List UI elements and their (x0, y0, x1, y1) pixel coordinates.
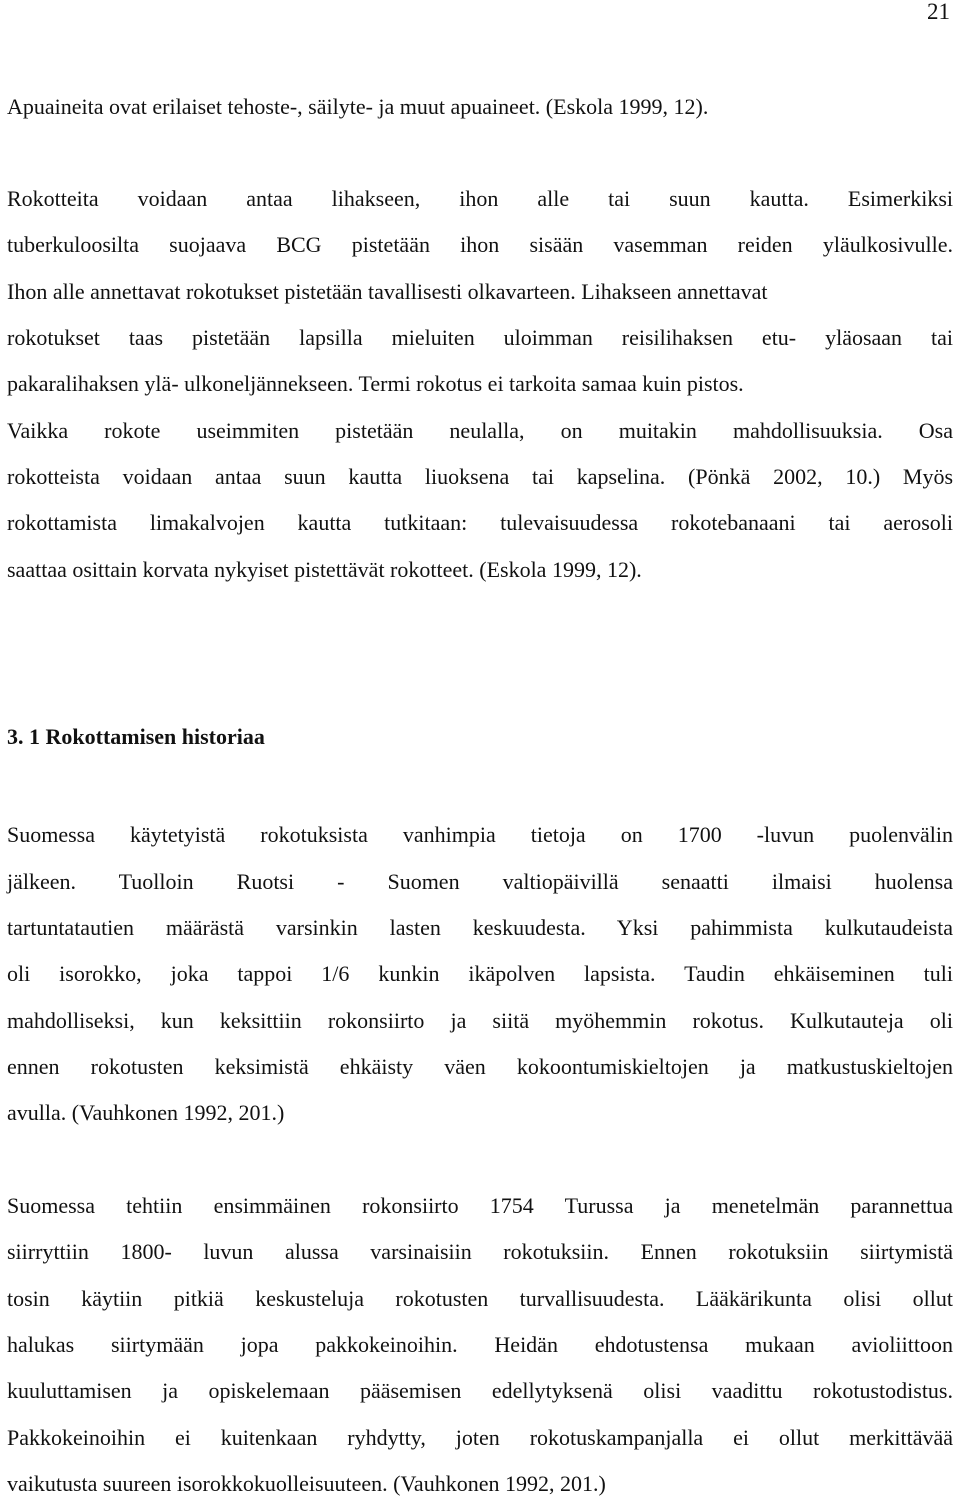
text-line: jälkeen. Tuolloin Ruotsi - Suomen valtiopäivillä senaatti ilmaisi huolensa (7, 869, 953, 894)
text-line: rokotteista voidaan antaa suun kautta liuoksena tai kapselina. (Pönkä 2002, 10.) Myös (7, 464, 953, 489)
text-line: avulla. (Vauhkonen 1992, 201.) (7, 1100, 285, 1125)
text-line: rokotukset taas pistetään lapsilla mieluiten uloimman reisilihaksen etu- yläosaan tai (7, 325, 953, 350)
text-line: kuuluttamisen ja opiskelemaan pääsemisen edellytyksenä olisi vaadittu rokotustodistus. (7, 1378, 953, 1403)
text-line: ennen rokotusten keksimistä ehkäisty väen kokoontumiskieltojen ja matkustuskieltojen (7, 1054, 953, 1079)
text-line: siirryttiin 1800- luvun alussa varsinaisiin rokotuksiin. Ennen rokotuksiin siirtymistä (7, 1239, 953, 1264)
text-line: Vaikka rokote useimmiten pistetään neulalla, on muitakin mahdollisuuksia. Osa (7, 418, 953, 443)
text-line: rokottamista limakalvojen kautta tutkitaan: tulevaisuudessa rokotebanaani tai aerosoli (7, 510, 953, 535)
text-line: Suomessa käytetyistä rokotuksista vanhimpia tietoja on 1700 -luvun puolenvälin (7, 822, 953, 847)
text-line: vaikutusta suureen isorokkokuolleisuuteen. (Vauhkonen 1992, 201.) (7, 1471, 606, 1496)
text-line: Apuaineita ovat erilaiset tehoste-, säilyte- ja muut apuaineet. (Eskola 1999, 12). (7, 94, 709, 119)
text-line: tuberkuloosilta suojaava BCG pistetään ihon sisään vasemman reiden yläulkosivulle. (7, 232, 953, 257)
text-line: saattaa osittain korvata nykyiset pistettävät rokotteet. (Eskola 1999, 12). (7, 557, 642, 582)
text-line: halukas siirtymään jopa pakkokeinoihin. Heidän ehdotustensa mukaan avioliittoon (7, 1332, 953, 1357)
text-line: tartuntatautien määrästä varsinkin lasten keskuudesta. Yksi pahimmista kulkutaudeista (7, 915, 953, 940)
text-line: mahdolliseksi, kun keksittiin rokonsiirto ja siitä myöhemmin rokotus. Kulkutauteja oli (7, 1008, 953, 1033)
text-line: Suomessa tehtiin ensimmäinen rokonsiirto 1754 Turussa ja menetelmän parannettua (7, 1193, 953, 1218)
text-line: Ihon alle annettavat rokotukset pistetään tavallisesti olkavarteen. Lihakseen annettavat (7, 279, 768, 304)
text-line: pakaralihaksen ylä- ulkoneljännekseen. Termi rokotus ei tarkoita samaa kuin pistos. (7, 371, 744, 396)
text-line: oli isorokko, joka tappoi 1/6 kunkin ikäpolven lapsista. Taudin ehkäiseminen tuli (7, 961, 953, 986)
text-line: Rokotteita voidaan antaa lihakseen, ihon alle tai suun kautta. Esimerkiksi (7, 186, 953, 211)
page-number: 21 (927, 0, 950, 24)
text-line: tosin käytiin pitkiä keskusteluja rokotusten turvallisuudesta. Lääkärikunta olisi ollut (7, 1286, 953, 1311)
section-heading: 3. 1 Rokottamisen historiaa (7, 724, 265, 749)
text-line: Pakkokeinoihin ei kuitenkaan ryhdytty, joten rokotuskampanjalla ei ollut merkittävää (7, 1425, 953, 1450)
